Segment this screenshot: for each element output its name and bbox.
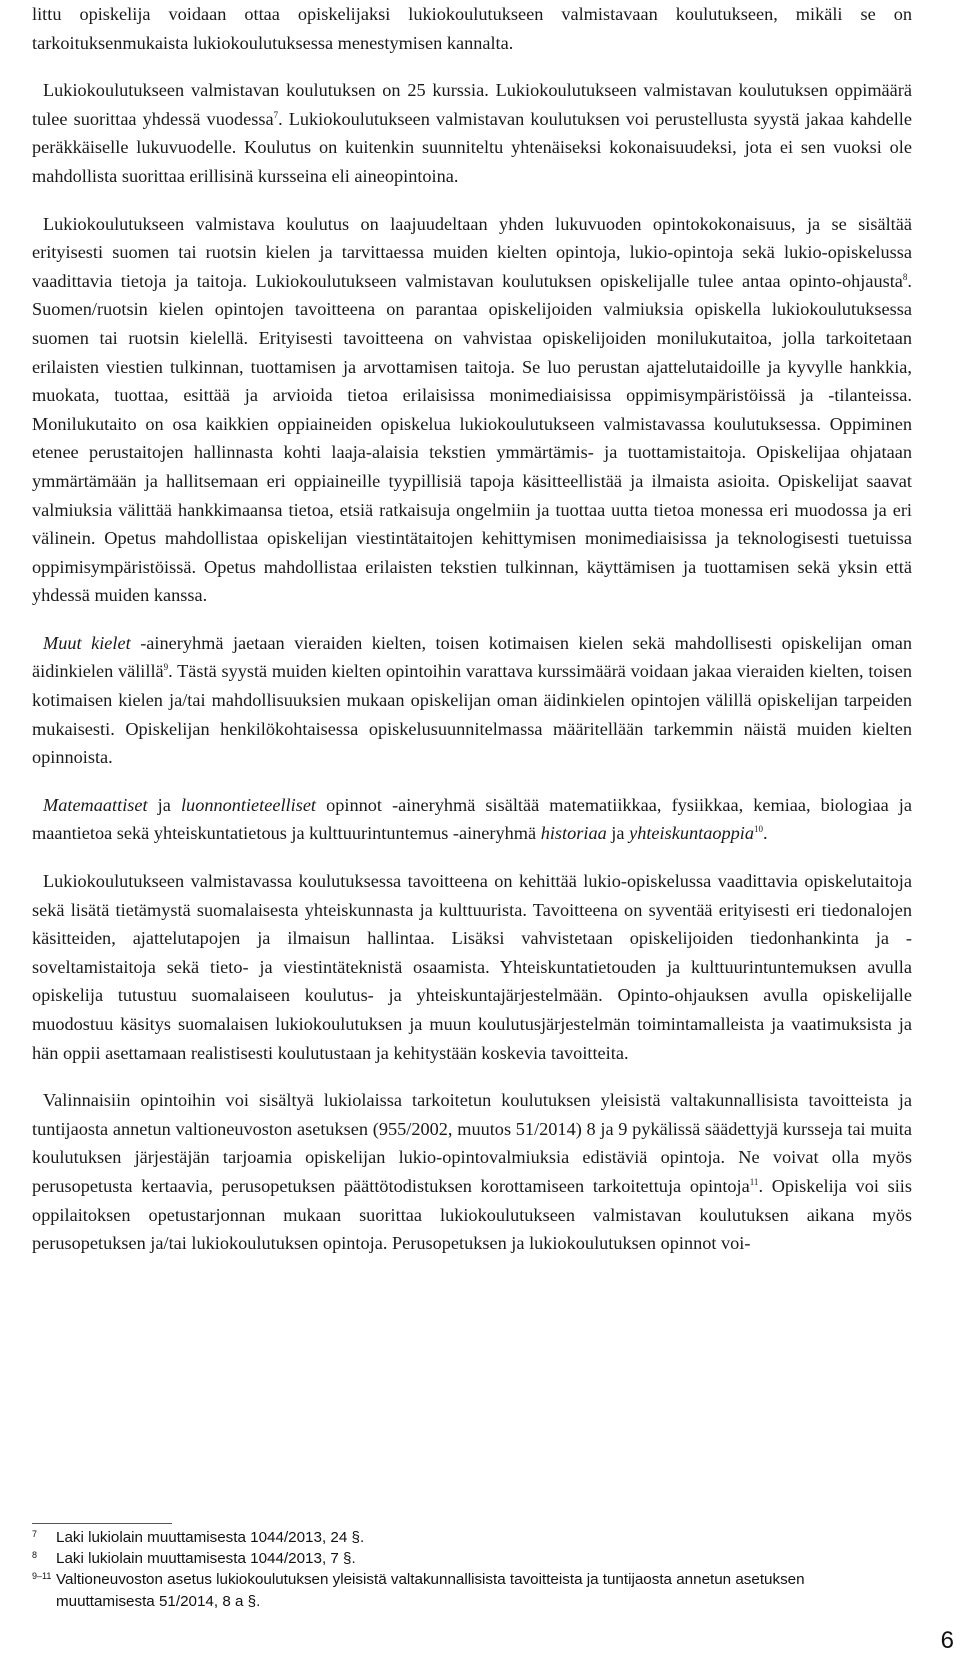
paragraph-4-text-cont: . Tästä syystä muiden kielten opintoihin varattava kurssimäärä voidaan jakaa vieraiden kielten, toisen kotimaisen kielen ja/tai mahdollisuuksien mukaan opiskelijan oman äidinkielen opintojen välillä opiskelijan tarpeiden mukaisesti. Opiskelijan henkilökohtaisessa opiskelusuunnitelmassa määritellään tarkemmin näistä muiden kielten opinnoista.	[32, 661, 913, 768]
footnote-text: Valtioneuvoston asetus lukiokoulutuksen yleisistä valtakunnallisista tavoitteista ja tuntijaosta annetun asetuksen muuttamisesta 51/2014, 8 a §.	[56, 1571, 805, 1610]
footnote-mark: 8	[32, 1550, 38, 1561]
footnote-text: Laki lukiolain muuttamisesta 1044/2013, 7 §.	[56, 1550, 356, 1568]
paragraph-6	[32, 867, 912, 1067]
footnote-ref-10[interactable]: 10	[753, 824, 763, 835]
footnote-text: Laki lukiolain muuttamisesta 1044/2013, 24 §.	[56, 1529, 365, 1546]
term-muut-kielet: Muut kielet	[43, 632, 131, 653]
footnote-mark: 7	[32, 1529, 38, 1539]
paragraph-3-text: Lukiokoulutukseen valmistava koulutus on laajuudeltaan yhden lukuvuoden opintokokonaisuus, ja se sisältää erityisesti suomen tai ruotsin kielen ja tarvittaessa muiden kielten opintoja, lukio-opintoja sekä lukio-opiskelussa vaadittavia tietoja ja taitoja. Lukiokoulutukseen valmistavan koulutuksen opiskelijalle tulee antaa opinto-ohjausta	[32, 213, 912, 291]
paragraph-4-text: -aineryhmä jaetaan vieraiden kielten, toisen kotimaisen kielen sekä mahdollisesti opiskelijan oman äidinkielen välillä	[32, 632, 912, 682]
paragraph-7	[32, 1086, 912, 1258]
footnote-9-11	[32, 1569, 832, 1611]
paragraph-2-text: Lukiokoulutukseen valmistavan koulutuksen on 25 kurssia. Lukiokoulutukseen valmistavan koulutuksen oppimäärä tulee suorittaa yhdessä vuodessa	[32, 80, 912, 129]
paragraph-6-text: Lukiokoulutukseen valmistavassa koulutuksessa tavoitteena on kehittää lukio-opiskelussa vaadittavia opiskelutaitoja sekä lisätä tietämystä suomalaisesta yhteiskunnasta ja kulttuurista. Tavoitteena on syventää erityisesti eri tiedonalojen käsitteiden, ajattelutapojen ja ilmaisun hallintaa. Lisäksi vahvistetaan opiskelijoiden tiedonhankinta ja -soveltamistaitoja sekä tieto- ja viestintäteknistä osaamista. Yhteiskuntatietouden ja kulttuurintuntemuksen avulla opiskelija tutustuu suomalaiseen koulutus- ja yhteiskuntajärjestelmään. Opinto-ohjauksen avulla opiskelijalle muodostuu käsitys suomalaisen lukiokoulutuksen ja muun koulutusjärjestelmän toimintamalleista ja vaatimuksista ja hän oppii asettamaan realistisesti koulutustaan ja kehitystään koskevia tavoitteita.	[32, 871, 912, 1063]
paragraph-1-text: littu opiskelija voidaan ottaa opiskelijaksi lukiokoulutukseen valmistavaan koulutukseen, mikäli se on tarkoituksenmukaista lukiokoulutuksessa menestymisen kannalta.	[32, 4, 912, 53]
footnote-divider	[32, 1523, 172, 1524]
footnote-ref-8[interactable]: 8	[902, 271, 908, 282]
main-text	[32, 0, 912, 1277]
paragraph-1	[32, 0, 912, 57]
paragraph-3	[32, 210, 912, 610]
paragraph-5-text-d: .	[762, 823, 768, 844]
paragraph-2	[32, 76, 912, 190]
footnote-ref-7[interactable]: 7	[273, 109, 279, 120]
paragraph-4	[32, 629, 912, 772]
term-yhteiskuntaoppia: yhteiskuntaoppia	[629, 823, 754, 844]
footnote-8	[32, 1548, 832, 1569]
paragraph-2-text-cont: . Lukiokoulutukseen valmistavan koulutuksen voi perustellusta syystä jakaa kahdelle peräkkäiselle lukuvuodelle. Koulutus on kuitenkin suunniteltu yhtenäiseksi kokonaisuudeksi, jota ei sen vuoksi ole mahdollista suorittaa erillisinä kursseina eli aineopintoina.	[32, 108, 912, 186]
paragraph-5-text-a: ja	[147, 794, 181, 815]
footnote-ref-11[interactable]: 11	[749, 1176, 759, 1187]
paragraph-5-text-b: opinnot -aineryhmä sisältää matematiikkaa, fysiikkaa, kemiaa, biologiaa ja maantietoa sekä yhteiskuntatietous ja kulttuurintuntemus -aineryhmä	[32, 794, 912, 844]
paragraph-7-text: Valinnaisiin opintoihin voi sisältyä lukiolaissa tarkoitetun koulutuksen yleisistä valtakunnallisista tavoitteista ja tuntijaosta annetun valtioneuvoston asetuksen (955/2002, muutos 51/2014) 8 ja 9 pykälissä säädettyjä kursseja tai muita koulutuksen järjestäjän tarjoamia opiskelijan lukio-opintovalmiuksia edistäviä opintoja. Ne voivat olla myös perusopetusta kertaavia, perusopetuksen päättötodistuksen korottamiseen tarkoitettuja opintoja	[32, 1090, 912, 1196]
footnote-mark: 9–11	[32, 1571, 52, 1582]
footnote-7	[32, 1527, 832, 1548]
footnote-ref-9[interactable]: 9	[163, 662, 169, 673]
page-number: 6	[940, 1627, 954, 1654]
paragraph-5-text-c: ja	[606, 823, 630, 844]
paragraph-5	[32, 791, 912, 848]
term-luonnontieteelliset: luonnontieteelliset	[180, 794, 317, 815]
paragraph-7-text-cont: . Opiskelija voi siis oppilaitoksen opetustarjonnan mukaan suorittaa lukiokoulutukseen valmistavan koulutuksen aikana myös perusopetuksen ja/tai lukiokoulutuksen opintoja. Perusopetuksen ja lukiokoulutuksen opinnot voi-	[32, 1175, 912, 1254]
term-historiaa: historiaa	[540, 823, 607, 844]
paragraph-3-text-cont: . Suomen/ruotsin kielen opintojen tavoitteena on parantaa opiskelijoiden valmiuksia opiskella lukiokoulutuksessa suomen tai ruotsin kielellä. Erityisesti tavoitteena on vahvistaa opiskelijoiden monilukutaitoa, jolla tarkoitetaan erilaisten viestien tulkinnan, tuottamisen ja arvottamisen taitoja. Se luo perustan ajattelutaidoille ja kyvylle hankkia, muokata, tuottaa, esittää ja arvioida tietoa erilaisissa monimediaisissa oppimisympäristöissä ja -tilanteissa. Monilukutaito on osa kaikkien oppiaineiden opiskelua lukiokoulutukseen valmistavassa koulutuksessa. Oppiminen etenee perustaitojen hallinnasta kohti laaja-alaisia tekstien ymmärtämis- ja tuottamistaitoja. Opiskelijaa ohjataan ymmärtämään ja hallitsemaan eri oppiaineille tyypillisiä tapoja käsitteellistää ja ilmaista asioita. Opiskelijat saavat valmiuksia välittää hankkimaansa tietoa, etsiä ratkaisuja ongelmiin ja tuottaa uutta tietoa monessa eri muodossa ja eri välinein. Opetus mahdollistaa opiskelijan viestintätaitojen kehittymisen monimediaisissa ja teknologisesti tuetuissa oppimisympäristöissä. Opetus mahdollistaa erilaisten tekstien tulkinnan, käyttämisen ja tuottamisen sekä yksin että yhdessä muiden kanssa.	[32, 270, 912, 606]
footnotes	[32, 1527, 832, 1612]
term-matemaattiset: Matemaattiset	[43, 794, 148, 815]
